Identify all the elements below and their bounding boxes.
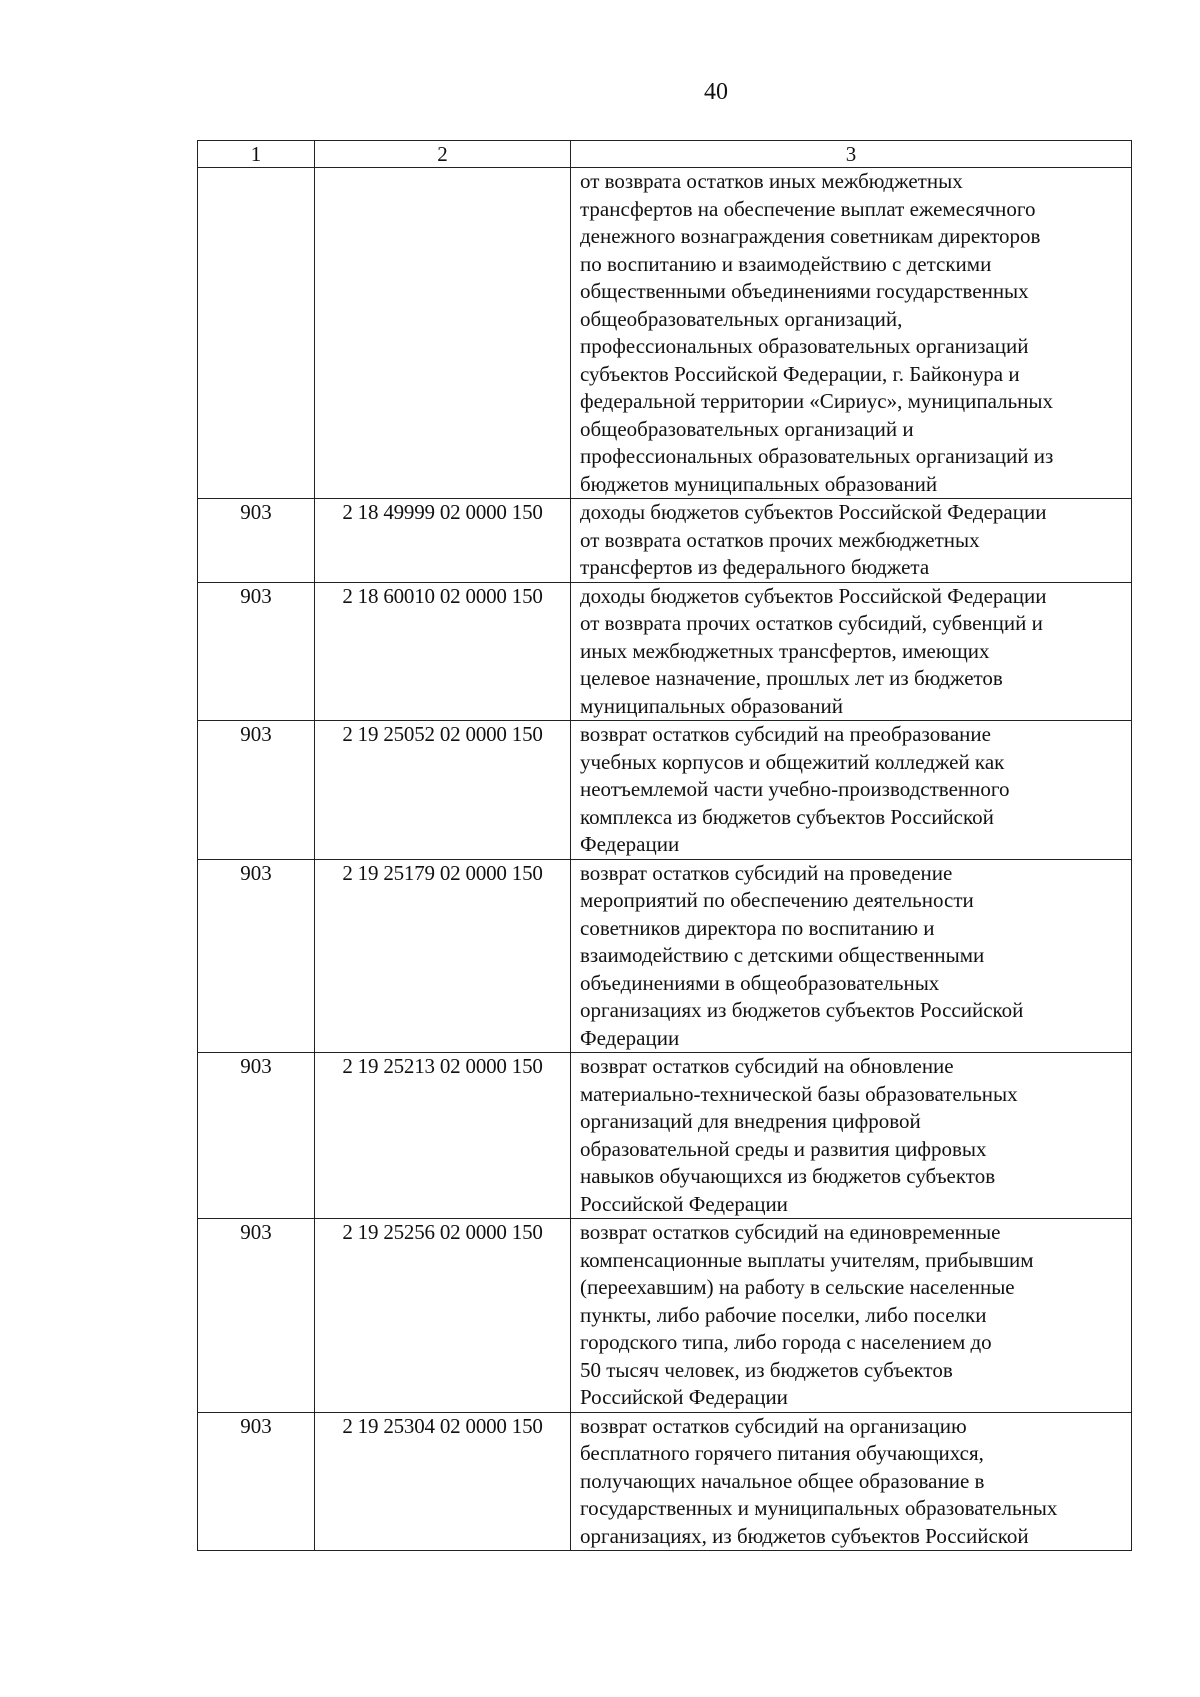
description-line: учебных корпусов и общежитий колледжей как: [580, 749, 1005, 774]
description-cell: [571, 582, 1132, 721]
description-line: организациях, из бюджетов субъектов Российской: [580, 1523, 1029, 1548]
description-line: бесплатного горячего питания обучающихся,: [580, 1441, 984, 1465]
description-line: профессиональных образовательных организаций из: [580, 444, 1054, 468]
description-line: получающих начальное общее образование в: [580, 1468, 985, 1493]
kbk-code-cell: 2 19 25179 02 0000 150: [315, 859, 571, 1053]
description-line: Российской Федерации: [580, 1385, 788, 1409]
description-cell: [571, 859, 1132, 1053]
description-line: государственных и муниципальных образовательных: [580, 1496, 1058, 1520]
description-line: неотъемлемой части учебно-производственного: [580, 777, 1010, 801]
description-line: возврат остатков субсидий на обновление: [580, 1054, 954, 1078]
description-line: советников директора по воспитанию и: [580, 915, 935, 940]
description-line: мероприятий по обеспечению деятельности: [580, 888, 974, 912]
table-row: [198, 1219, 1132, 1413]
table-header-row: [198, 141, 1132, 168]
description-cell: [571, 721, 1132, 860]
description-line: от возврата остатков иных межбюджетных: [580, 169, 963, 193]
kbk-code-cell: 2 19 25304 02 0000 150: [315, 1412, 571, 1551]
description-line: от возврата прочих остатков субсидий, субвенций и: [580, 611, 1043, 635]
description-line: от возврата остатков прочих межбюджетных: [580, 527, 980, 552]
description-line: профессиональных образовательных организаций: [580, 334, 1029, 358]
description-line: трансфертов на обеспечение выплат ежемесячного: [580, 196, 1036, 221]
description-line: доходы бюджетов субъектов Российской Федерации: [580, 583, 1047, 608]
kbk-code-cell: 2 19 25256 02 0000 150: [315, 1219, 571, 1413]
description-line: возврат остатков субсидий на преобразование: [580, 722, 991, 746]
description-line: возврат остатков субсидий на единовременные: [580, 1220, 1001, 1244]
description-cell: [571, 1219, 1132, 1413]
budget-code-table: [197, 140, 1132, 1551]
description-line: иных межбюджетных трансфертов, имеющих: [580, 638, 990, 663]
admin-code-cell: 903: [198, 582, 315, 721]
description-line: материально-технической базы образовательных: [580, 1081, 1018, 1106]
description-line: целевое назначение, прошлых лет из бюджетов: [580, 666, 1003, 690]
description-line: компенсационные выплаты учителям, прибывшим: [580, 1247, 1034, 1272]
admin-code-cell: 903: [198, 1412, 315, 1551]
description-line: пункты, либо рабочие поселки, либо поселки: [580, 1302, 987, 1327]
kbk-code-cell: 2 19 25052 02 0000 150: [315, 721, 571, 860]
kbk-code-cell: 2 18 49999 02 0000 150: [315, 499, 571, 583]
table-row: [198, 499, 1132, 583]
description-line: бюджетов муниципальных образований: [580, 471, 938, 496]
column-header-3: 3: [571, 141, 1132, 168]
admin-code-cell: 903: [198, 1219, 315, 1413]
description-line: общеобразовательных организаций,: [580, 306, 903, 331]
table-row: [198, 168, 1132, 499]
table-row: [198, 582, 1132, 721]
description-line: доходы бюджетов субъектов Российской Федерации: [580, 500, 1047, 524]
description-line: комплекса из бюджетов субъектов Российской: [580, 804, 994, 829]
description-line: 50 тысяч человек, из бюджетов субъектов: [580, 1357, 953, 1382]
admin-code-cell: [198, 168, 315, 499]
description-line: федеральной территории «Сириус», муниципальных: [580, 389, 1054, 413]
description-line: субъектов Российской Федерации, г. Байконура и: [580, 361, 1020, 386]
page-number: 40: [704, 79, 728, 105]
kbk-code-cell: 2 19 25213 02 0000 150: [315, 1053, 571, 1219]
admin-code-cell: 903: [198, 721, 315, 860]
description-line: городского типа, либо города с населением до: [580, 1330, 992, 1354]
description-cell: [571, 168, 1132, 499]
table-row: [198, 1412, 1132, 1551]
description-line: взаимодействию с детскими общественными: [580, 943, 985, 967]
description-line: Федерации: [580, 832, 680, 856]
description-line: Федерации: [580, 1025, 680, 1050]
description-line: объединениями в общеобразовательных: [580, 970, 940, 995]
description-line: Российской Федерации: [580, 1191, 788, 1216]
table-body: [198, 141, 1132, 1551]
description-cell: [571, 1412, 1132, 1551]
description-line: организаций для внедрения цифровой: [580, 1109, 921, 1133]
description-line: (переехавшим) на работу в сельские населенные: [580, 1275, 1015, 1299]
admin-code-cell: 903: [198, 1053, 315, 1219]
column-header-1: 1: [198, 141, 315, 168]
table-row: [198, 859, 1132, 1053]
description-line: денежного вознаграждения советникам директоров: [580, 224, 1041, 248]
kbk-code-cell: [315, 168, 571, 499]
description-line: по воспитанию и взаимодействию с детскими: [580, 251, 992, 276]
description-line: трансфертов из федерального бюджета: [580, 555, 930, 579]
description-line: образовательной среды и развития цифровых: [580, 1136, 987, 1161]
admin-code-cell: 903: [198, 499, 315, 583]
description-line: возврат остатков субсидий на проведение: [580, 860, 953, 885]
description-line: возврат остатков субсидий на организацию: [580, 1413, 967, 1438]
description-line: общеобразовательных организаций и: [580, 416, 914, 441]
admin-code-cell: 903: [198, 859, 315, 1053]
table-row: [198, 1053, 1132, 1219]
description-cell: [571, 499, 1132, 583]
description-line: навыков обучающихся из бюджетов субъектов: [580, 1164, 996, 1188]
column-header-2: 2: [315, 141, 571, 168]
description-line: общественными объединениями государственных: [580, 279, 1029, 303]
description-line: организациях из бюджетов субъектов Российской: [580, 998, 1024, 1022]
kbk-code-cell: 2 18 60010 02 0000 150: [315, 582, 571, 721]
table-row: [198, 721, 1132, 860]
description-cell: [571, 1053, 1132, 1219]
description-line: муниципальных образований: [580, 693, 843, 718]
